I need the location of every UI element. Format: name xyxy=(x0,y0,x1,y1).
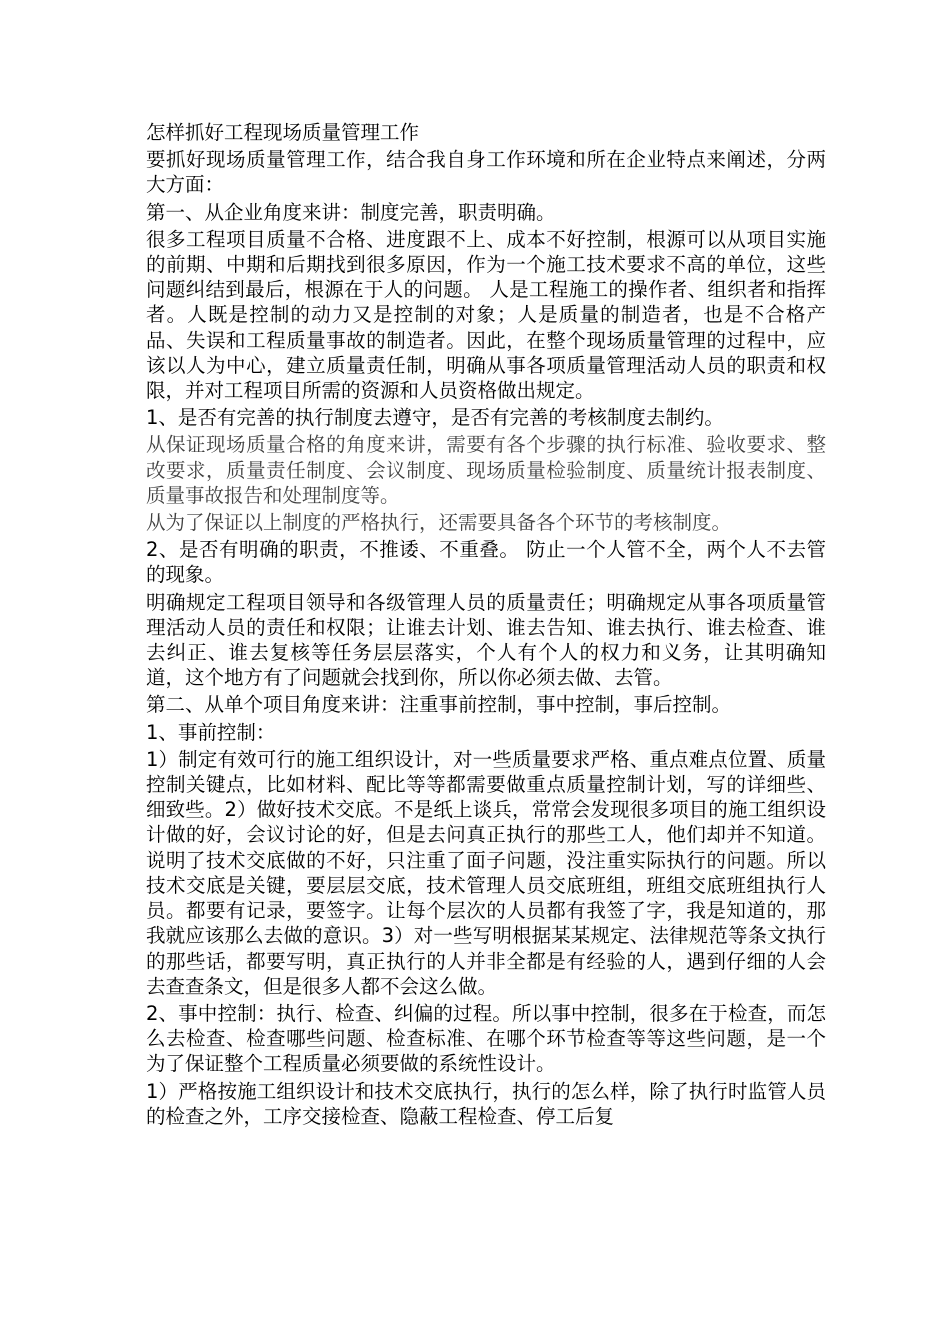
document-body xyxy=(146,120,826,1131)
paragraph-intro: 要抓好现场质量管理工作，结合我自身工作环境和所在企业特点来阐述，分两大方面： xyxy=(146,148,826,197)
section-heading-part-one: 第一、从企业角度来讲：制度完善，职责明确。 xyxy=(146,200,556,224)
paragraph-pre-control: 1）制定有效可行的施工组织设计，对一些质量要求严格、重点难点位置、质量控制关键点，比如材料、配比等等都需要做重点质量控制计划，写的详细些、细致些。2）做好技术交底。不是纸上谈兵，常常会发现很多项目的施工组织设计做的好，会议讨论的好，但是去问真正执行的那些工人，他们却并不知道。说明了技术交底做的不好，只注重了面子问题，没注重实际执行的问题。所以技术交底是关键，要层层交底，技术管理人员交底班组，班组交底班组执行人员。都要有记录，要签字。让每个层次的人员都有我签了字，我是知道的，那我就应该那么去做的意识。3）对一些写明根据某某规定、法律规范等条文执行的那些话，都要写明，真正执行的人并非全都是有经验的人，遇到仔细的人会去查查条文，但是很多人都不会这么做。 xyxy=(146,747,826,998)
paragraph-assessment: 从为了保证以上制度的严格执行，还需要具备各个环节的考核制度。 xyxy=(146,511,732,535)
paragraph-in-process-control: 2、事中控制：执行、检查、纠偏的过程。所以事中控制，很多在于检查，而怎么去检查、检查哪些问题、检查标准、在哪个环节检查等等这些问题，是一个为了保证整个工程质量必须要做的系统性设计。 xyxy=(146,1001,826,1076)
paragraph-execution: 1）严格按施工组织设计和技术交底执行，执行的怎么样，除了执行时监管人员的检查之外，工序交接检查、隐蔽工程检查、停工后复 xyxy=(146,1079,826,1128)
subheading-system: 1、是否有完善的执行制度去遵守，是否有完善的考核制度去制约。 xyxy=(146,406,724,430)
paragraph-root-cause: 很多工程项目质量不合格、进度跟不上、成本不好控制，根源可以从项目实施的前期、中期和后期找到很多原因，作为一个施工技术要求不高的单位，这些问题纠结到最后，根源在于人的问题。 人是工程施工的操作者、组织者和指挥者。人既是控制的动力又是控制的对象；人是质量的制造者，也是不合格产品、失误和工程质量事故的制造者。因此，在整个现场质量管理的过程中，应该以人为中心，建立质量责任制，明确从事各项质量管理活动人员的职责和权限，并对工程项目所需的资源和人员资格做出规定。 xyxy=(146,227,826,403)
subheading-pre-control: 1、事前控制： xyxy=(146,720,276,744)
section-heading-part-two: 第二、从单个项目角度来讲：注重事前控制，事中控制，事后控制。 xyxy=(146,693,732,717)
subheading-responsibility: 2、是否有明确的职责，不推诿、不重叠。 防止一个人管不全，两个人不去管的现象。 xyxy=(146,538,826,587)
paragraph-responsibility: 明确规定工程项目领导和各级管理人员的质量责任；明确规定从事各项质量管理活动人员的责任和权限；让谁去计划、谁去告知、谁去执行、谁去检查、谁去纠正、谁去复核等任务层层落实，个人有个人的权力和义务，让其明确知道，这个地方有了问题就会找到你，所以你必须去做、去管。 xyxy=(146,590,826,690)
document-title: 怎样抓好工程现场质量管理工作 xyxy=(146,121,420,144)
paragraph-standards: 从保证现场质量合格的角度来讲，需要有各个步骤的执行标准、验收要求、整改要求，质量责任制度、会议制度、现场质量检验制度、质量统计报表制度、质量事故报告和处理制度等。 xyxy=(146,433,826,507)
